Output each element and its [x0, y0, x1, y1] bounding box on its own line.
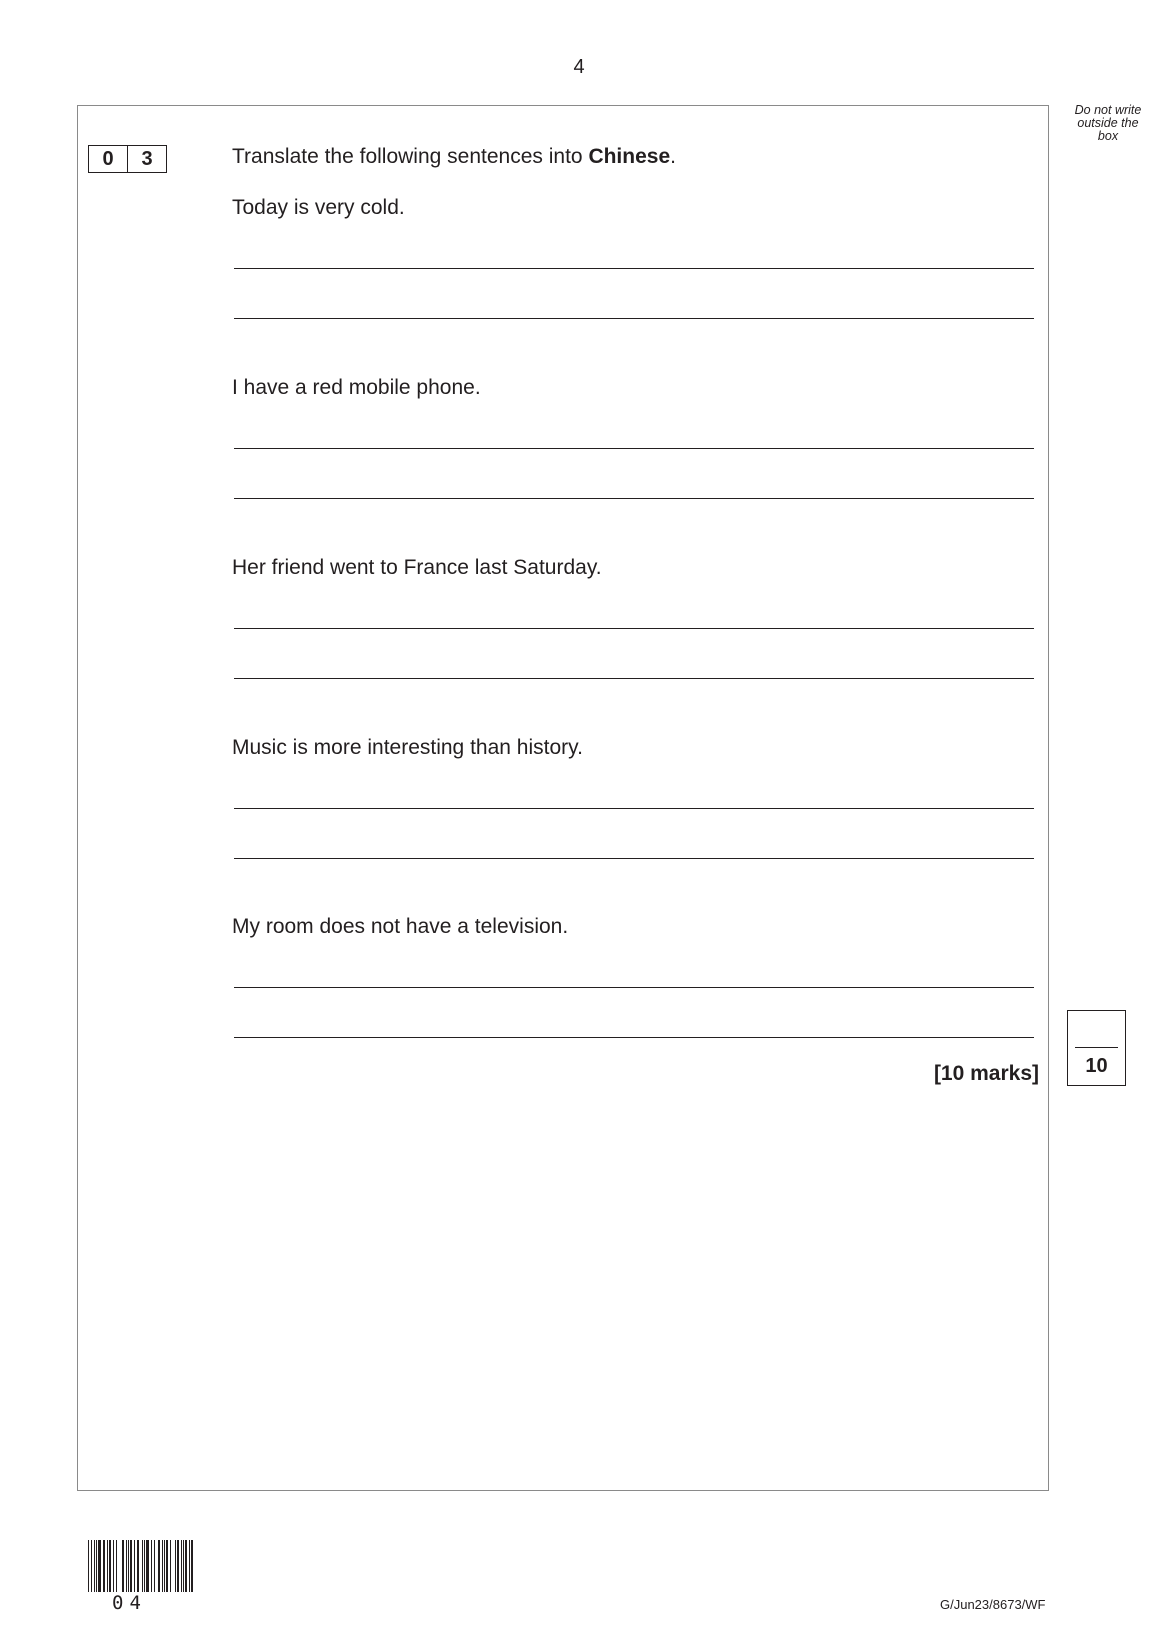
- answer-line-2a[interactable]: [234, 448, 1034, 449]
- mark-total: 10: [1085, 1055, 1108, 1077]
- mark-entry-line[interactable]: [1075, 1047, 1118, 1048]
- margin-note-line-3: box: [1097, 129, 1119, 143]
- answer-line-3a[interactable]: [234, 628, 1034, 629]
- footer-code: G/Jun23/8673/WF: [940, 1597, 1046, 1612]
- question-number-digit-2: 3: [127, 146, 166, 172]
- answer-line-3b[interactable]: [234, 678, 1034, 679]
- barcode-text: 04: [112, 1592, 147, 1614]
- answer-line-5a[interactable]: [234, 987, 1034, 988]
- barcode: [88, 1540, 194, 1592]
- question-number-box: [88, 145, 167, 173]
- answer-line-4b[interactable]: [234, 858, 1034, 859]
- sentence-3: Her friend went to France last Saturday.: [232, 556, 602, 579]
- page-number: 4: [573, 56, 585, 78]
- sentence-2: I have a red mobile phone.: [232, 376, 481, 399]
- answer-line-4a[interactable]: [234, 808, 1034, 809]
- margin-note: [1058, 104, 1158, 143]
- question-number-digit-1: 0: [102, 148, 114, 170]
- question-instruction: [232, 145, 676, 169]
- answer-line-1b[interactable]: [234, 318, 1034, 319]
- sentence-1: Today is very cold.: [232, 196, 405, 219]
- sentence-4: Music is more interesting than history.: [232, 736, 583, 759]
- answer-line-5b[interactable]: [234, 1037, 1034, 1038]
- instruction-prefix: Translate the following sentences into: [232, 145, 589, 168]
- answer-box: [77, 105, 1049, 1491]
- instruction-suffix: .: [670, 145, 676, 168]
- margin-note-line-1: Do not write: [1074, 103, 1142, 117]
- sentence-5: My room does not have a television.: [232, 915, 569, 938]
- answer-line-1a[interactable]: [234, 268, 1034, 269]
- instruction-language: Chinese: [588, 145, 671, 168]
- mark-box: [1067, 1010, 1126, 1086]
- answer-line-2b[interactable]: [234, 498, 1034, 499]
- marks-label: [10 marks]: [933, 1062, 1039, 1085]
- margin-note-line-2: outside the: [1077, 116, 1139, 130]
